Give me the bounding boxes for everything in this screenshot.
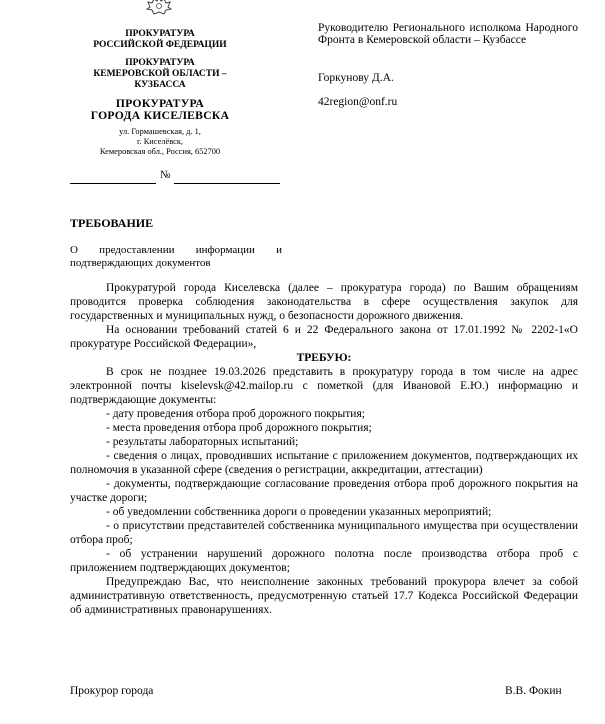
list-item: - результаты лабораторных испытаний; (106, 436, 299, 448)
document-title: ТРЕБОВАНИЕ (70, 216, 154, 230)
sender-line-1: ПРОКУРАТУРА (125, 29, 195, 39)
eagle-emblem-icon (144, 0, 174, 18)
number-sign: № (160, 169, 171, 181)
number-line (174, 183, 280, 184)
paragraph-1: Прокуратурой города Киселевска (далее – прокуратура города) по Вашим обращениям проводится проверка соблюдения законодательства в сфере осуществления закупок для государственных и муниципальных нужд, о безопасности дорожного движения. (70, 282, 578, 322)
demand-heading: ТРЕБУЮ: (296, 352, 352, 364)
list-item: - о присутствии представителей собственника муниципального имущества при осуществлении отбора проб; (70, 520, 578, 546)
warning-paragraph: Предупреждаю Вас, что неисполнение законных требований прокурора влечет за собой административную ответственность, предусмотренную статьей 17.7 Кодекса Российской Федерации об административных правонарушениях. (70, 576, 578, 616)
sender-address-1: ул. Гормашевская, д. 1, (119, 127, 201, 136)
list-item: - дату проведения отбора проб дорожного покрытия; (106, 408, 365, 420)
paragraph-2: На основании требований статей 6 и 22 Федерального закона от 17.01.1992 № 2202-1«О прокуратуре Российской Федерации», (70, 324, 578, 350)
sender-address-3: Кемеровская обл., Россия, 652700 (99, 147, 221, 156)
paragraph-3: В срок не позднее 19.03.2026 представить в прокуратуру города в том числе на адрес электронной почты kiselevsk@42.mailop.ru с пометкой (для Ивановой Е.Ю.) информацию и подтверждающие документы: (70, 366, 578, 406)
signature-name: В.В. Фокин (505, 685, 562, 697)
document-body (70, 281, 578, 617)
sender-line-3: ПРОКУРАТУРА (125, 58, 195, 68)
list-item: - сведения о лицах, проводивших испытание с приложением документов, подтверждающих их полномочия в указанной сфере (сведения о регистрации, аккредитации, аттестации) (70, 450, 578, 476)
sender-line-5: КУЗБАССА (134, 80, 186, 90)
recipient-email: 42region@onf.ru (318, 96, 398, 108)
date-line (70, 183, 156, 184)
list-item: - об уведомлении собственника дороги о проведении указанных мероприятий; (106, 506, 492, 518)
sender-line-6: ПРОКУРАТУРА (115, 97, 205, 110)
document-subject: О предоставлении информации и подтверждающих документов (70, 244, 282, 269)
list-item: - места проведения отбора проб дорожного покрытия; (106, 422, 372, 434)
list-item: - документы, подтверждающие согласование проведения отбора проб дорожного покрытия на участке дороги; (70, 478, 578, 504)
recipient-position: Руководителю Регионального исполкома Народного Фронта в Кемеровской области – Кузбассе (318, 22, 578, 46)
signature-position: Прокурор города (70, 685, 154, 697)
list-item: - об устранении нарушений дорожного полотна после производства отбора проб с приложением подтверждающих документов; (70, 548, 578, 574)
recipient-name: Горкунову Д.А. (318, 72, 394, 84)
sender-address-2: г. Киселёвск, (137, 137, 183, 146)
sender-line-2: РОССИЙСКОЙ ФЕДЕРАЦИИ (93, 40, 227, 50)
sender-line-7: ГОРОДА КИСЕЛЕВСКА (90, 109, 230, 122)
sender-line-4: КЕМЕРОВСКОЙ ОБЛАСТИ – (93, 69, 227, 79)
